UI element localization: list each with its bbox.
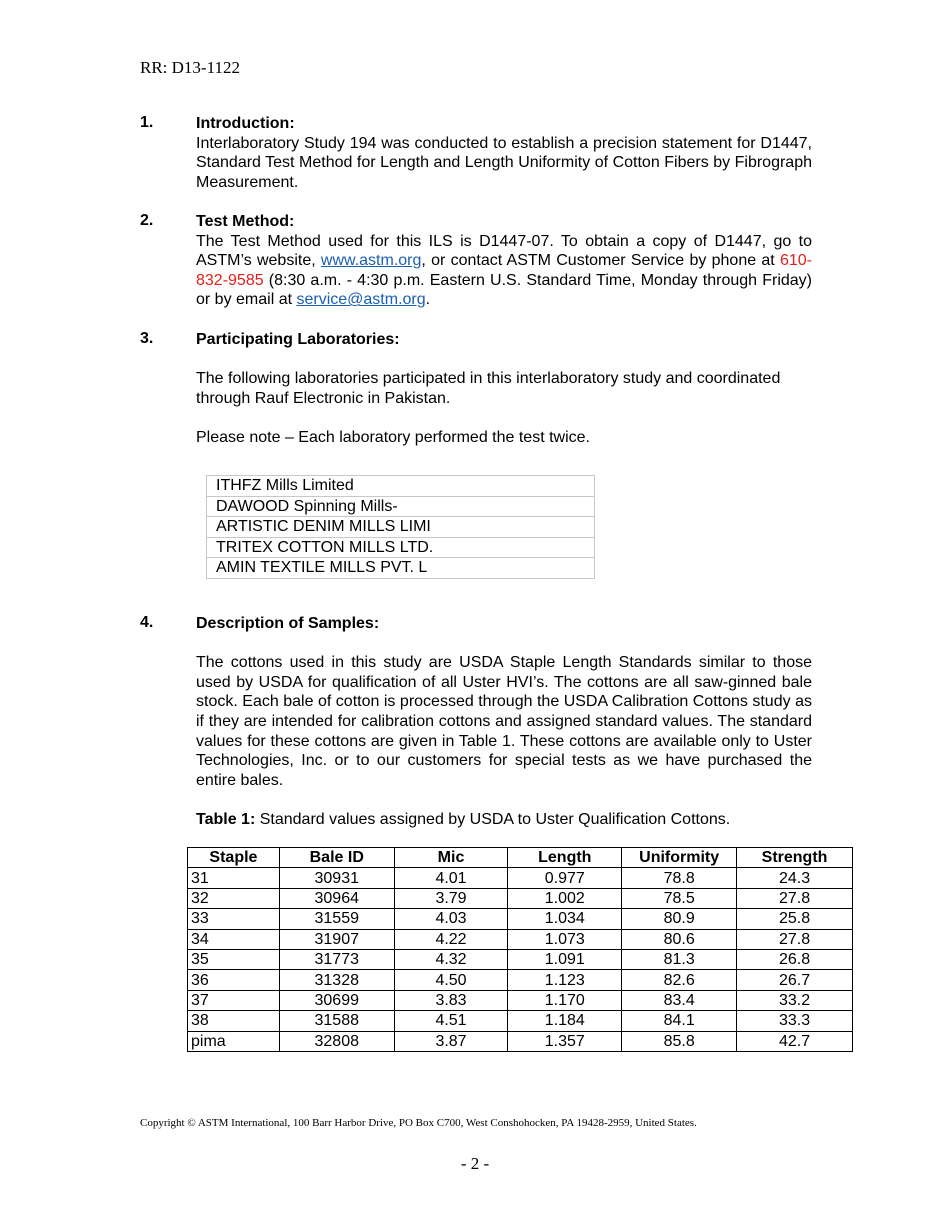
table-cell: 31773 bbox=[279, 949, 394, 969]
table-cell: 33.3 bbox=[737, 1011, 853, 1031]
table-row bbox=[188, 868, 853, 888]
section-title: Introduction: bbox=[196, 115, 295, 132]
table-cell: 81.3 bbox=[622, 949, 737, 969]
table-cell: 38 bbox=[188, 1011, 280, 1031]
table-row bbox=[188, 1031, 853, 1051]
section-text bbox=[196, 232, 812, 310]
table-cell: 33 bbox=[188, 909, 280, 929]
table-caption bbox=[196, 810, 812, 830]
section-description-of-samples bbox=[140, 614, 812, 830]
lab-row bbox=[207, 496, 595, 517]
table-cell: 33.2 bbox=[737, 990, 853, 1010]
section-title: Test Method: bbox=[196, 213, 295, 230]
section-note: Please note – Each laboratory performed the test twice. bbox=[196, 428, 590, 446]
service-email-link[interactable]: service@astm.org bbox=[296, 291, 426, 309]
table-cell: 31559 bbox=[279, 909, 394, 929]
table-row bbox=[188, 970, 853, 990]
column-header: Uniformity bbox=[622, 848, 737, 868]
table-cell: 24.3 bbox=[737, 868, 853, 888]
table-row bbox=[188, 888, 853, 908]
table-cell: 30699 bbox=[279, 990, 394, 1010]
text-segment: , or contact ASTM Customer Service by phone at bbox=[421, 252, 780, 270]
table-cell: 1.002 bbox=[508, 888, 622, 908]
table-cell: 4.01 bbox=[394, 868, 508, 888]
table-cell: 31588 bbox=[279, 1011, 394, 1031]
section-text: The following laboratories participated in this interlaboratory study and coordinated through Rauf Electronic in Pakistan. bbox=[196, 370, 781, 407]
section-participating-labs bbox=[140, 330, 812, 448]
table-cell: 78.8 bbox=[622, 868, 737, 888]
table-cell: 26.8 bbox=[737, 949, 853, 969]
table-cell: 3.87 bbox=[394, 1031, 508, 1051]
table-cell: 0.977 bbox=[508, 868, 622, 888]
table-cell: 26.7 bbox=[737, 970, 853, 990]
lab-name: ITHFZ Mills Limited bbox=[207, 476, 595, 497]
text-segment: The Test Method used for this ILS is D1447-07. To obtain a copy of D1447, go to ASTM’s website, bbox=[196, 232, 812, 270]
table-cell: 1.123 bbox=[508, 970, 622, 990]
section-introduction bbox=[140, 114, 812, 192]
table-cell: 42.7 bbox=[737, 1031, 853, 1051]
section-title: Description of Samples: bbox=[196, 615, 380, 632]
page-number: - 2 - bbox=[460, 1154, 490, 1173]
table-cell: 78.5 bbox=[622, 888, 737, 908]
lab-name: TRITEX COTTON MILLS LTD. bbox=[207, 537, 595, 558]
table-cell: 1.034 bbox=[508, 909, 622, 929]
text-segment: (8:30 a.m. - 4:30 p.m. Eastern U.S. Standard Time, Monday through Friday) or by email at bbox=[196, 271, 812, 309]
report-number: RR: D13-1122 bbox=[140, 58, 240, 77]
table-cell: 31 bbox=[188, 868, 280, 888]
section-test-method bbox=[140, 212, 812, 310]
table-cell: 4.32 bbox=[394, 949, 508, 969]
table-cell: 1.170 bbox=[508, 990, 622, 1010]
table-caption-label: Table 1: bbox=[196, 810, 256, 828]
lab-row bbox=[207, 537, 595, 558]
lab-row bbox=[207, 558, 595, 579]
copyright-notice: Copyright © ASTM International, 100 Barr Harbor Drive, PO Box C700, West Conshohocken, PA 19428-2959, United States. bbox=[140, 1117, 697, 1129]
section-title: Participating Laboratories: bbox=[196, 331, 400, 348]
table-row bbox=[188, 909, 853, 929]
table-header-row bbox=[188, 848, 853, 868]
table-cell: 4.51 bbox=[394, 1011, 508, 1031]
section-text: Interlaboratory Study 194 was conducted to establish a precision statement for D1447, Standard Test Method for Length and Length Uniformity of Cotton Fibers by Fibrograph Measurement. bbox=[196, 134, 812, 191]
table-cell: 4.50 bbox=[394, 970, 508, 990]
table-row bbox=[188, 990, 853, 1010]
table-cell: 3.83 bbox=[394, 990, 508, 1010]
laboratory-list bbox=[206, 475, 595, 579]
table-cell: 27.8 bbox=[737, 888, 853, 908]
table-cell: 35 bbox=[188, 949, 280, 969]
section-number: 2. bbox=[140, 212, 154, 229]
table-row bbox=[188, 1011, 853, 1031]
column-header: Mic bbox=[394, 848, 508, 868]
table-cell: pima bbox=[188, 1031, 280, 1051]
column-header: Length bbox=[508, 848, 622, 868]
table-cell: 4.03 bbox=[394, 909, 508, 929]
table-cell: 82.6 bbox=[622, 970, 737, 990]
table-cell: 31328 bbox=[279, 970, 394, 990]
table-cell: 34 bbox=[188, 929, 280, 949]
table-cell: 84.1 bbox=[622, 1011, 737, 1031]
table-cell: 80.9 bbox=[622, 909, 737, 929]
section-number: 1. bbox=[140, 114, 154, 131]
text-segment: . bbox=[425, 291, 431, 309]
table-cell: 37 bbox=[188, 990, 280, 1010]
lab-name: AMIN TEXTILE MILLS PVT. L bbox=[207, 558, 595, 579]
section-number: 3. bbox=[140, 330, 154, 347]
lab-name: DAWOOD Spinning Mills- bbox=[207, 496, 595, 517]
table-cell: 1.073 bbox=[508, 929, 622, 949]
phone-number[interactable]: 610-832-9585 bbox=[196, 252, 812, 289]
standard-values-table bbox=[187, 847, 853, 1052]
table-cell: 32808 bbox=[279, 1031, 394, 1051]
column-header: Bale ID bbox=[279, 848, 394, 868]
table-caption-text: Standard values assigned by USDA to Uster Qualification Cottons. bbox=[255, 810, 731, 828]
table-row bbox=[188, 949, 853, 969]
table-body bbox=[188, 868, 853, 1052]
table-cell: 80.6 bbox=[622, 929, 737, 949]
section-text: The cottons used in this study are USDA Staple Length Standards similar to those used by USDA for qualification of all Uster HVI’s. The cottons are all saw-ginned bale stock. Each bale of cotton is processed through the USDA Calibration Cottons study as if they are intended for calibration cottons and assigned standard values. The standard values for these cottons are given in Table 1. These cottons are available only to Uster Technologies, Inc. or to our customers for special tests as we have purchased the entire bales. bbox=[196, 654, 812, 789]
section-number: 4. bbox=[140, 614, 154, 631]
table-cell: 36 bbox=[188, 970, 280, 990]
table-cell: 25.8 bbox=[737, 909, 853, 929]
table-cell: 1.091 bbox=[508, 949, 622, 969]
table-cell: 85.8 bbox=[622, 1031, 737, 1051]
table-cell: 27.8 bbox=[737, 929, 853, 949]
lab-row bbox=[207, 517, 595, 538]
table-cell: 3.79 bbox=[394, 888, 508, 908]
table-cell: 1.357 bbox=[508, 1031, 622, 1051]
table-cell: 4.22 bbox=[394, 929, 508, 949]
table-cell: 83.4 bbox=[622, 990, 737, 1010]
lab-name: ARTISTIC DENIM MILLS LIMI bbox=[207, 517, 595, 538]
column-header: Staple bbox=[188, 848, 280, 868]
table-cell: 31907 bbox=[279, 929, 394, 949]
table-row bbox=[188, 929, 853, 949]
lab-row bbox=[207, 476, 595, 497]
table-cell: 1.184 bbox=[508, 1011, 622, 1031]
astm-website-link[interactable]: www.astm.org bbox=[320, 252, 422, 270]
table-cell: 30931 bbox=[279, 868, 394, 888]
column-header: Strength bbox=[737, 848, 853, 868]
table-cell: 32 bbox=[188, 888, 280, 908]
table-cell: 30964 bbox=[279, 888, 394, 908]
